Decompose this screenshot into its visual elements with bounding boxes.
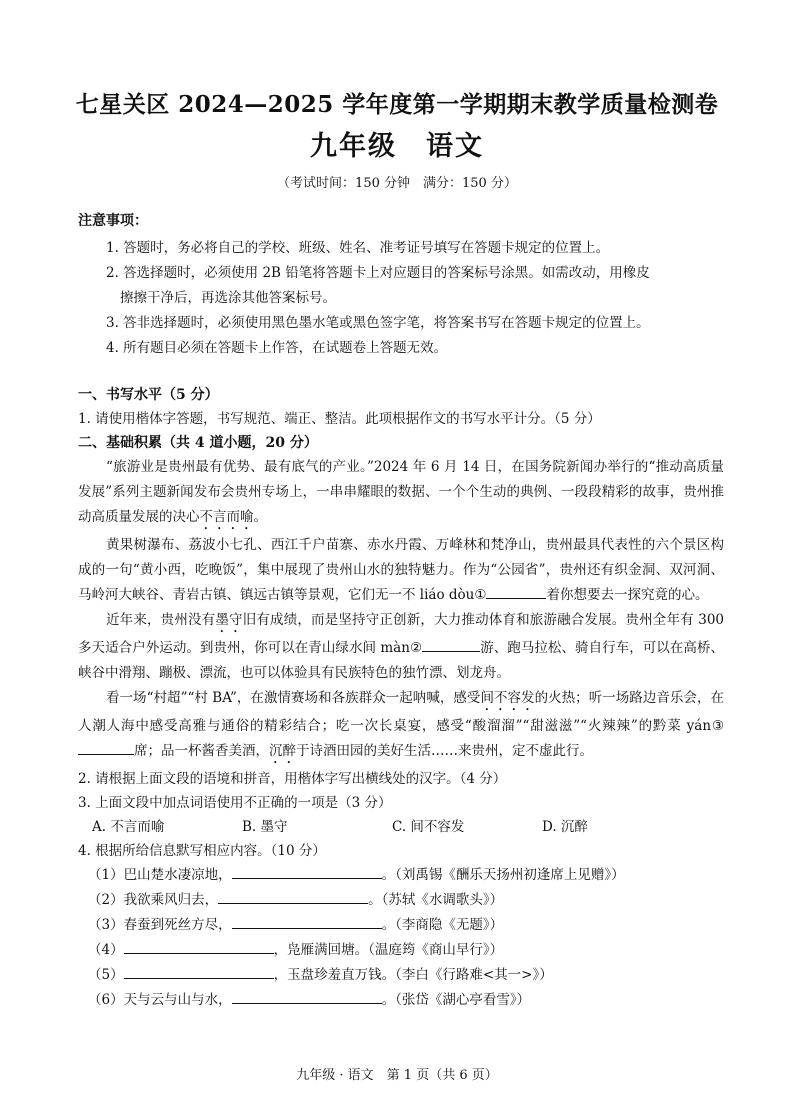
answer-blank-1[interactable]: [486, 584, 546, 599]
passage-paragraph-3: [78, 608, 724, 686]
exam-subtitle: 九年级 语文: [310, 131, 484, 162]
question-3-options: [78, 815, 724, 839]
notice-item-4: 4. 所有题目必须在答题卡上作答，在试题卷上答题无效。: [106, 340, 448, 356]
p3-end: 游、跑马拉松、骑自行车，可以在高桥、峡谷中滑翔、蹦极、漂流，也可以体验具有民族特色的独竹漂、划龙舟。: [78, 640, 724, 681]
option-a[interactable]: A. 不言而喻: [92, 819, 165, 835]
dotted-word-1: 不言而喻: [199, 509, 254, 525]
fill-item-1: [78, 863, 724, 888]
passage-paragraph-1: [78, 455, 724, 533]
fill-3-post: 。（李商隐《无题》）: [381, 917, 504, 933]
p2-end: 着你想要去一探究竟的心。: [546, 587, 709, 603]
dotted-word-4: 沉醉: [269, 743, 296, 759]
p4-text: 看一场“村超”“村 BA”，在激情赛场和各族群众一起呐喊，感受: [106, 690, 481, 706]
fill-1-pre: （1）巴山楚水凄凉地，: [88, 867, 232, 883]
fill-4-pre: （4）: [88, 942, 124, 958]
fill-2-post: 。（苏轼《水调歌头》）: [368, 892, 504, 908]
p3-text-2: 旧有成绩，而是坚持守正创新，大力推动体育和旅游融合发展。贵州全年有 300 多天适合户外运动。到贵州，你可以在青山绿水间 màn②: [78, 612, 725, 656]
fill-5-post: ，玉盘珍羞直万钱。（李白《行路难<其一>》）: [273, 967, 553, 983]
notice-item-2-line1: 2. 答选择题时，必须使用 2B 铅笔将答题卡上对应题目的答案标号涂黑。如需改动，用橡皮: [106, 265, 650, 281]
answer-blank-2[interactable]: [422, 637, 480, 652]
fill-4-post: ，凫雁满回塘。（温庭筠《商山早行》）: [273, 942, 504, 958]
fill-blank-3[interactable]: [232, 914, 382, 929]
notice-item-3: 3. 答非选择题时，必须使用黑色墨水笔或黑色签字笔，将答案书写在答题卡规定的位置上。: [106, 315, 650, 331]
fill-blank-6[interactable]: [232, 989, 382, 1004]
fill-item-4: [78, 938, 724, 963]
dotted-word-3: 间不容发: [480, 690, 535, 706]
section-2-heading: 二、基础积累（共 4 道小题，20 分）: [78, 435, 318, 451]
fill-1-post: 。（刘禹锡《酬乐天扬州初逢席上见赠》）: [381, 867, 625, 883]
fill-blank-1[interactable]: [232, 864, 382, 879]
p4-text-2: 的火热；听一场路边音乐会，在人潮人海中感受高雅与通俗的精彩结合；吃一次长桌宴，感受“酸溜溜”“甜滋滋”“火辣辣”的黔菜 yán③: [78, 690, 724, 734]
page-footer: 九年级 · 语文 第 1 页（共 6 页）: [296, 1068, 498, 1083]
p4-end: 于诗酒田园的美好生活……来贵州，定不虚此行。: [296, 743, 593, 759]
option-b[interactable]: B. 墨守: [242, 819, 288, 835]
fill-3-pre: （3）春蚕到死丝方尽，: [88, 917, 232, 933]
fill-5-pre: （5）: [88, 967, 124, 983]
p2-text: 黄果树瀑布、荔波小七孔、西江千户苗寨、赤水丹霞、万峰林和梵净山，贵州最具代表性的六个景区构成的一句“黄小西，吃晚饭”，集中展现了贵州山水的独特魅力。作为“公园省”，贵州还有织金洞、双河洞、马岭河大峡谷、青岩古镇、镇远古镇等景观，它们无一不 liáo dòu①: [78, 537, 724, 603]
fill-blank-2[interactable]: [218, 889, 368, 904]
exam-body: [78, 210, 724, 1013]
notice-item-1: 1. 答题时，务必将自己的学校、班级、姓名、准考证号填写在答题卡规定的位置上。: [106, 240, 610, 256]
dotted-word-2: 墨守: [215, 612, 243, 628]
p1-end: 。: [253, 509, 267, 525]
fill-6-pre: （6）天与云与山与水，: [88, 992, 232, 1008]
fill-2-pre: （2）我欲乘风归去，: [88, 892, 219, 908]
fill-blank-4[interactable]: [124, 939, 274, 954]
p1-text: “旅游业是贵州最有优势、最有底气的产业。”2024 年 6 月 14 日，在国务院新闻办举行的“推动高质量发展”系列主题新闻发布会贵州专场上，一串串耀眼的数据、一个个生动的典例、一段段精彩的故事，贵州推动高质量发展的决心: [78, 459, 724, 525]
fill-item-2: [78, 888, 724, 913]
question-1: 1. 请使用楷体字答题，书写规范、端正、整洁。此项根据作文的书写水平计分。（5 分）: [78, 411, 601, 427]
exam-title: 七星关区 2024—2025 学年度第一学期期末教学质量检测卷: [75, 91, 719, 118]
fill-6-post: 。（张岱《湖心亭看雪》）: [381, 992, 531, 1008]
question-3: 3. 上面文段中加点词语使用不正确的一项是（3 分）: [78, 795, 392, 811]
option-c[interactable]: C. 间不容发: [392, 819, 465, 835]
question-4: 4. 根据所给信息默写相应内容。（10 分）: [78, 843, 326, 859]
notice-item-2-line2: 擦擦干净后，再选涂其他答案标号。: [120, 290, 336, 306]
section-1-heading: 一、书写水平（5 分）: [78, 387, 219, 403]
passage-paragraph-4: [78, 686, 724, 767]
answer-blank-3[interactable]: [78, 740, 134, 755]
notice-item-2: [78, 261, 724, 311]
fill-item-6: [78, 988, 724, 1013]
p4-text-3: 席；品一杯酱香美酒，: [134, 743, 269, 759]
p3-text: 近年来，贵州没有: [106, 612, 216, 628]
passage-paragraph-2: [78, 533, 724, 608]
fill-item-3: [78, 913, 724, 938]
option-d[interactable]: D. 沉醉: [542, 819, 588, 835]
notice-title: 注意事项：: [78, 213, 148, 229]
question-2: 2. 请根据上面文段的语境和拼音，用楷体字写出横线处的汉字。（4 分）: [78, 771, 507, 787]
exam-info: （考试时间：150 分钟 满分：150 分）: [277, 176, 517, 191]
fill-blank-5[interactable]: [124, 964, 274, 979]
fill-item-5: [78, 963, 724, 988]
